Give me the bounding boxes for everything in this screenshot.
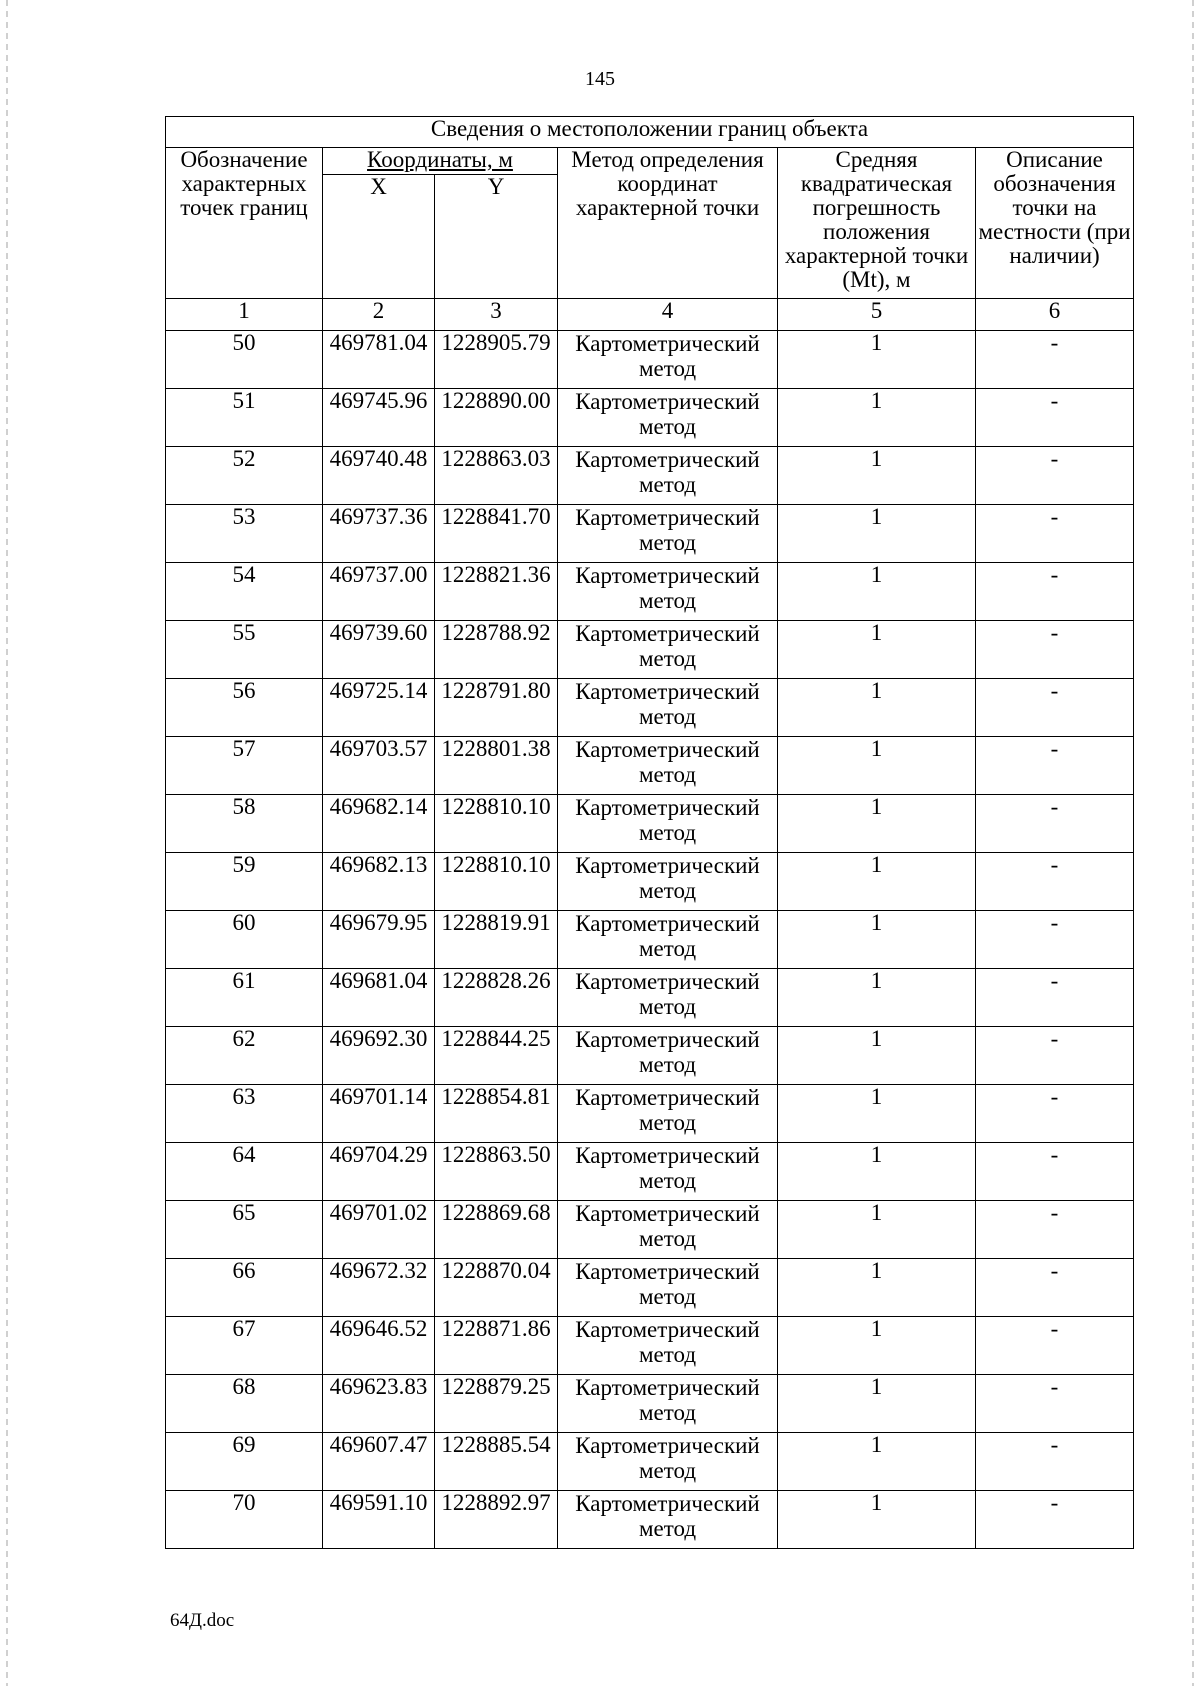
cell-description: -: [976, 563, 1134, 621]
cell-method: Картометрический метод: [558, 795, 778, 853]
cell-x: 469591.10: [323, 1491, 435, 1549]
boundary-coordinates-table: [165, 116, 1134, 1549]
cell-point-id: 54: [166, 563, 323, 621]
cell-x: 469682.14: [323, 795, 435, 853]
cell-method: Картометрический метод: [558, 1259, 778, 1317]
cell-method: Картометрический метод: [558, 563, 778, 621]
cell-error: 1: [778, 1085, 976, 1143]
cell-point-id: 65: [166, 1201, 323, 1259]
table-row: [166, 1491, 1134, 1549]
cell-error: 1: [778, 795, 976, 853]
column-number-2: 2: [323, 299, 435, 331]
cell-y: 1228791.80: [435, 679, 558, 737]
cell-point-id: 57: [166, 737, 323, 795]
header-row: [166, 148, 1134, 175]
cell-y: 1228841.70: [435, 505, 558, 563]
table-row: [166, 679, 1134, 737]
cell-method: Картометрический метод: [558, 911, 778, 969]
cell-point-id: 58: [166, 795, 323, 853]
cell-error: 1: [778, 1143, 976, 1201]
cell-description: -: [976, 853, 1134, 911]
cell-point-id: 53: [166, 505, 323, 563]
cell-y: 1228890.00: [435, 389, 558, 447]
cell-point-id: 62: [166, 1027, 323, 1085]
cell-description: -: [976, 1433, 1134, 1491]
cell-error: 1: [778, 853, 976, 911]
cell-error: 1: [778, 505, 976, 563]
table-row: [166, 795, 1134, 853]
table-row: [166, 505, 1134, 563]
cell-y: 1228819.91: [435, 911, 558, 969]
table-row: [166, 1143, 1134, 1201]
cell-x: 469704.29: [323, 1143, 435, 1201]
cell-y: 1228863.50: [435, 1143, 558, 1201]
cell-y: 1228879.25: [435, 1375, 558, 1433]
cell-x: 469745.96: [323, 389, 435, 447]
cell-error: 1: [778, 1491, 976, 1549]
cell-x: 469692.30: [323, 1027, 435, 1085]
cell-method: Картометрический метод: [558, 1027, 778, 1085]
cell-error: 1: [778, 389, 976, 447]
cell-y: 1228892.97: [435, 1491, 558, 1549]
cell-method: Картометрический метод: [558, 853, 778, 911]
table-row: [166, 389, 1134, 447]
cell-point-id: 69: [166, 1433, 323, 1491]
column-number-row: [166, 299, 1134, 331]
cell-description: -: [976, 1317, 1134, 1375]
cell-description: -: [976, 1491, 1134, 1549]
cell-description: -: [976, 1259, 1134, 1317]
cell-error: 1: [778, 447, 976, 505]
cell-point-id: 68: [166, 1375, 323, 1433]
cell-method: Картометрический метод: [558, 621, 778, 679]
cell-error: 1: [778, 1027, 976, 1085]
cell-description: -: [976, 1375, 1134, 1433]
page-number: 145: [585, 68, 615, 90]
cell-y: 1228788.92: [435, 621, 558, 679]
table-row: [166, 1259, 1134, 1317]
cell-description: -: [976, 1201, 1134, 1259]
cell-description: -: [976, 911, 1134, 969]
cell-point-id: 64: [166, 1143, 323, 1201]
header-method: Метод определения координат характерной точки: [558, 148, 778, 299]
header-y: Y: [435, 175, 558, 299]
cell-y: 1228863.03: [435, 447, 558, 505]
cell-description: -: [976, 1143, 1134, 1201]
header-x: X: [323, 175, 435, 299]
header-designation: Обозначение характерных точек границ: [166, 148, 323, 299]
cell-y: 1228871.86: [435, 1317, 558, 1375]
cell-method: Картометрический метод: [558, 1317, 778, 1375]
cell-error: 1: [778, 679, 976, 737]
cell-description: -: [976, 1027, 1134, 1085]
cell-y: 1228810.10: [435, 853, 558, 911]
cell-method: Картометрический метод: [558, 1491, 778, 1549]
cell-y: 1228821.36: [435, 563, 558, 621]
cell-error: 1: [778, 563, 976, 621]
cell-method: Картометрический метод: [558, 679, 778, 737]
header-error: Средняя квадратическая погрешность положения характерной точки (Mt), м: [778, 148, 976, 299]
cell-point-id: 70: [166, 1491, 323, 1549]
cell-point-id: 60: [166, 911, 323, 969]
cell-point-id: 66: [166, 1259, 323, 1317]
cell-description: -: [976, 331, 1134, 389]
cell-description: -: [976, 795, 1134, 853]
footer-filename: 64Д.doc: [170, 1610, 235, 1631]
cell-description: -: [976, 1085, 1134, 1143]
cell-method: Картометрический метод: [558, 1085, 778, 1143]
table-row: [166, 1433, 1134, 1491]
table-row: [166, 1027, 1134, 1085]
cell-point-id: 63: [166, 1085, 323, 1143]
cell-description: -: [976, 679, 1134, 737]
cell-x: 469682.13: [323, 853, 435, 911]
table-row: [166, 1375, 1134, 1433]
cell-y: 1228870.04: [435, 1259, 558, 1317]
cell-x: 469681.04: [323, 969, 435, 1027]
cell-x: 469701.14: [323, 1085, 435, 1143]
cell-error: 1: [778, 1259, 976, 1317]
cell-method: Картометрический метод: [558, 331, 778, 389]
header-coordinates: Координаты, м: [323, 148, 558, 175]
cell-method: Картометрический метод: [558, 969, 778, 1027]
table-row: [166, 621, 1134, 679]
cell-method: Картометрический метод: [558, 1433, 778, 1491]
cell-x: 469737.36: [323, 505, 435, 563]
table-row: [166, 563, 1134, 621]
cell-y: 1228885.54: [435, 1433, 558, 1491]
cell-description: -: [976, 389, 1134, 447]
cell-x: 469672.32: [323, 1259, 435, 1317]
cell-error: 1: [778, 1375, 976, 1433]
cell-error: 1: [778, 331, 976, 389]
cell-description: -: [976, 505, 1134, 563]
cell-x: 469646.52: [323, 1317, 435, 1375]
cell-method: Картометрический метод: [558, 505, 778, 563]
cell-x: 469737.00: [323, 563, 435, 621]
cell-x: 469781.04: [323, 331, 435, 389]
cell-description: -: [976, 447, 1134, 505]
cell-error: 1: [778, 1201, 976, 1259]
table-title-row: [166, 117, 1134, 148]
cell-y: 1228810.10: [435, 795, 558, 853]
scan-edge-left: [6, 0, 8, 1686]
cell-error: 1: [778, 969, 976, 1027]
column-number-1: 1: [166, 299, 323, 331]
cell-x: 469701.02: [323, 1201, 435, 1259]
cell-y: 1228801.38: [435, 737, 558, 795]
cell-x: 469740.48: [323, 447, 435, 505]
cell-error: 1: [778, 621, 976, 679]
cell-point-id: 55: [166, 621, 323, 679]
table-row: [166, 911, 1134, 969]
cell-method: Картометрический метод: [558, 1375, 778, 1433]
cell-method: Картометрический метод: [558, 1143, 778, 1201]
table-row: [166, 1317, 1134, 1375]
cell-description: -: [976, 621, 1134, 679]
table-row: [166, 737, 1134, 795]
cell-x: 469679.95: [323, 911, 435, 969]
cell-y: 1228828.26: [435, 969, 558, 1027]
cell-point-id: 50: [166, 331, 323, 389]
cell-point-id: 67: [166, 1317, 323, 1375]
cell-point-id: 59: [166, 853, 323, 911]
cell-point-id: 51: [166, 389, 323, 447]
cell-error: 1: [778, 911, 976, 969]
cell-point-id: 52: [166, 447, 323, 505]
header-description: Описание обозначения точки на местности (при наличии): [976, 148, 1134, 299]
cell-error: 1: [778, 1433, 976, 1491]
column-number-4: 4: [558, 299, 778, 331]
column-number-5: 5: [778, 299, 976, 331]
cell-y: 1228905.79: [435, 331, 558, 389]
table-title: Сведения о местоположении границ объекта: [166, 117, 1134, 148]
column-number-3: 3: [435, 299, 558, 331]
cell-error: 1: [778, 737, 976, 795]
cell-method: Картометрический метод: [558, 447, 778, 505]
column-number-6: 6: [976, 299, 1134, 331]
table-row: [166, 853, 1134, 911]
table-row: [166, 331, 1134, 389]
scan-edge-right: [1192, 0, 1194, 1686]
table-row: [166, 1201, 1134, 1259]
cell-x: 469607.47: [323, 1433, 435, 1491]
cell-y: 1228854.81: [435, 1085, 558, 1143]
cell-x: 469703.57: [323, 737, 435, 795]
cell-method: Картометрический метод: [558, 389, 778, 447]
cell-x: 469623.83: [323, 1375, 435, 1433]
table-row: [166, 969, 1134, 1027]
cell-method: Картометрический метод: [558, 737, 778, 795]
cell-x: 469739.60: [323, 621, 435, 679]
cell-y: 1228869.68: [435, 1201, 558, 1259]
cell-description: -: [976, 737, 1134, 795]
cell-description: -: [976, 969, 1134, 1027]
cell-point-id: 61: [166, 969, 323, 1027]
cell-x: 469725.14: [323, 679, 435, 737]
table-row: [166, 1085, 1134, 1143]
cell-point-id: 56: [166, 679, 323, 737]
table-row: [166, 447, 1134, 505]
cell-method: Картометрический метод: [558, 1201, 778, 1259]
cell-y: 1228844.25: [435, 1027, 558, 1085]
cell-error: 1: [778, 1317, 976, 1375]
